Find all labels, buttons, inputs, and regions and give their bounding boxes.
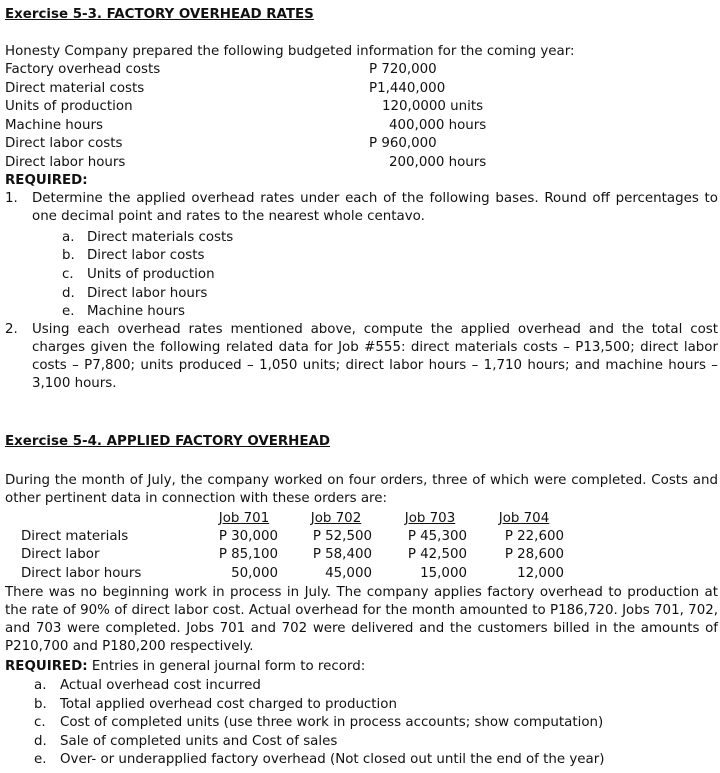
list-letter: b. [62, 248, 75, 263]
table-header: Job 701 [218, 511, 270, 526]
budget-value: P 960,000 [369, 136, 437, 151]
budget-label: Units of production [5, 99, 133, 114]
budget-label: Machine hours [5, 118, 103, 133]
budget-label: Direct labor costs [5, 136, 123, 151]
table-cell: P 30,000 [218, 529, 278, 544]
row-label: Direct labor [21, 547, 100, 562]
budget-value: 120,0000 units [382, 99, 484, 114]
list-item: Units of production [87, 267, 215, 282]
question-number: 2. [5, 322, 18, 337]
required-text: Entries in general journal form to record: [91, 659, 366, 674]
question-number: 1. [5, 191, 18, 206]
budget-value: P1,440,000 [369, 81, 446, 96]
list-item: Machine hours [87, 304, 185, 319]
table-cell: P 58,400 [312, 547, 372, 562]
list-letter: c. [62, 267, 74, 282]
list-letter: d. [34, 734, 47, 749]
row-label: Direct labor hours [21, 566, 142, 581]
exercise-5-4-intro: During the month of July, the company worked on four orders, three of which were completed. Costs and other pertinent data in connection with these orders are: [5, 473, 718, 506]
list-letter: d. [62, 286, 75, 301]
question-2-text: Using each overhead rates mentioned above, compute the applied overhead and the total cost charges given the following related data for Job #555: direct materials costs – P13,500; direct labor costs – P7,800; units produced – 1,050 units; direct labor hours – 1,710 hours; and machine hours – 3,100 hours. [32, 322, 718, 391]
budget-label: Direct labor hours [5, 155, 126, 170]
table-cell: P 52,500 [312, 529, 372, 544]
required-heading: REQUIRED: [5, 659, 88, 674]
table-cell: 12,000 [517, 566, 564, 581]
row-label: Direct materials [21, 529, 129, 544]
budget-value: 400,000 hours [389, 118, 487, 133]
table-header: Job 703 [404, 511, 456, 526]
table-cell: P 28,600 [504, 547, 564, 562]
required-heading: REQUIRED: [5, 173, 88, 188]
list-letter: e. [62, 304, 75, 319]
table-header: Job 704 [498, 511, 550, 526]
list-item: Direct materials costs [87, 230, 234, 245]
list-letter: a. [34, 678, 47, 693]
list-item: Total applied overhead cost charged to production [60, 697, 397, 712]
exercise-5-4-paragraph: There was no beginning work in process in July. The company applies factory overhead to production at the rate of 90% of direct labor cost. Actual overhead for the month amounted to P186,720. Jobs 701, 702, and 703 were completed. Jobs 701 and 702 were delivered and the customers billed in the amounts of P210,700 and P180,200 respectively. [5, 585, 718, 654]
exercise-5-3-title: Exercise 5-3. FACTORY OVERHEAD RATES [5, 7, 314, 22]
list-item: Sale of completed units and Cost of sales [60, 734, 338, 749]
list-letter: e. [34, 752, 47, 767]
table-cell: P 85,100 [218, 547, 278, 562]
list-item: Over- or underapplied factory overhead (Not closed out until the end of the year) [60, 752, 605, 767]
table-cell: P 22,600 [504, 529, 564, 544]
budget-label: Direct material costs [5, 81, 145, 96]
list-item: Actual overhead cost incurred [60, 678, 261, 693]
list-item: Direct labor costs [87, 248, 205, 263]
table-cell: P 45,300 [407, 529, 467, 544]
question-1-text: Determine the applied overhead rates under each of the following bases. Round off percentages to one decimal point and rates to the nearest whole centavo. [32, 191, 718, 224]
table-header: Job 702 [310, 511, 362, 526]
list-item: Cost of completed units (use three work in process accounts; show computation) [60, 715, 604, 730]
budget-value: P 720,000 [369, 62, 437, 77]
list-letter: c. [34, 715, 46, 730]
list-letter: a. [62, 230, 75, 245]
table-cell: 15,000 [420, 566, 467, 581]
table-cell: 50,000 [231, 566, 278, 581]
table-cell: 45,000 [325, 566, 372, 581]
required-line [5, 658, 365, 676]
list-letter: b. [34, 697, 47, 712]
table-cell: P 42,500 [407, 547, 467, 562]
list-item: Direct labor hours [87, 286, 208, 301]
budget-value: 200,000 hours [389, 155, 487, 170]
budget-label: Factory overhead costs [5, 62, 161, 77]
exercise-5-4-title: Exercise 5-4. APPLIED FACTORY OVERHEAD [5, 434, 331, 449]
exercise-5-3-intro: Honesty Company prepared the following budgeted information for the coming year: [5, 44, 575, 59]
